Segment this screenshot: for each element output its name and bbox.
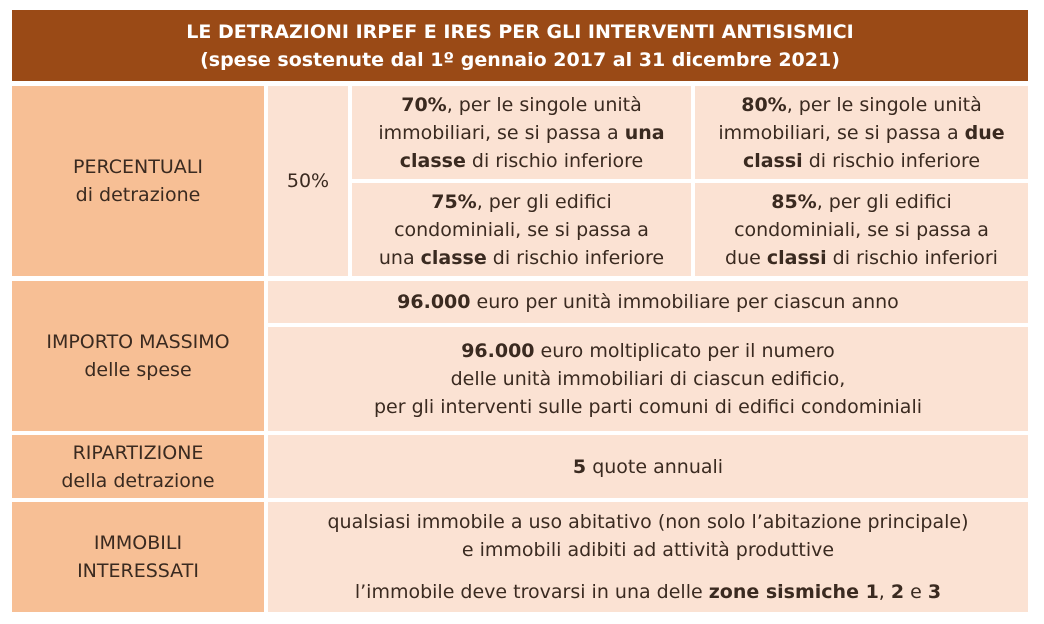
label-importo: IMPORTO MASSIMO delle spese bbox=[12, 281, 264, 431]
cell-85: 85%, per gli edifici condominiali, se si passa a due classi di rischio inferiori bbox=[695, 183, 1028, 276]
label-immobili: IMMOBILI INTERESSATI bbox=[12, 502, 264, 612]
cell-80: 80%, per le singole unità immobiliari, se si passa a due classi di rischio inferiore bbox=[695, 86, 1028, 179]
pct-70: 70% bbox=[401, 93, 447, 116]
cell-importo-condomini: 96.000 euro moltiplicato per il numero delle unità immobiliari di ciascun edificio, per gli interventi sulle parti comuni di edifici condominiali bbox=[268, 327, 1028, 431]
label-percentuali bbox=[12, 86, 264, 276]
cell-immobili: qualsiasi immobile a uso abitativo (non solo l’abitazione principale) e immobili adibiti ad attività produttive l’immobile deve trovarsi in una delle zone sismiche 1, 2 e 3 bbox=[268, 502, 1028, 612]
label-percentuali-line1: PERCENTUALI bbox=[73, 156, 203, 178]
cell-70: 70%, per le singole unità immobiliari, se si passa a una classe di rischio inferiore bbox=[352, 86, 691, 179]
table-title: LE DETRAZIONI IRPEF E IRES PER GLI INTERVENTI ANTISISMICI bbox=[186, 21, 854, 43]
label-ripartizione: RIPARTIZIONE della detrazione bbox=[12, 435, 264, 498]
base-percent: 50% bbox=[286, 170, 330, 192]
cell-importo-unita: 96.000 euro per unità immobiliare per ciascun anno bbox=[268, 281, 1028, 323]
label-percentuali-line2: di detrazione bbox=[75, 184, 201, 206]
cell-base-percent bbox=[268, 86, 348, 276]
table-header bbox=[12, 10, 1028, 81]
pct-75: 75% bbox=[431, 190, 477, 213]
cell-75: 75%, per gli edifici condominiali, se si passa a una classe di rischio inferiore bbox=[352, 183, 691, 276]
table-subtitle: (spese sostenute dal 1º gennaio 2017 al 31 dicembre 2021) bbox=[200, 49, 840, 71]
pct-85: 85% bbox=[771, 190, 817, 213]
cell-ripartizione: 5 quote annuali bbox=[268, 435, 1028, 498]
pct-80: 80% bbox=[741, 93, 787, 116]
